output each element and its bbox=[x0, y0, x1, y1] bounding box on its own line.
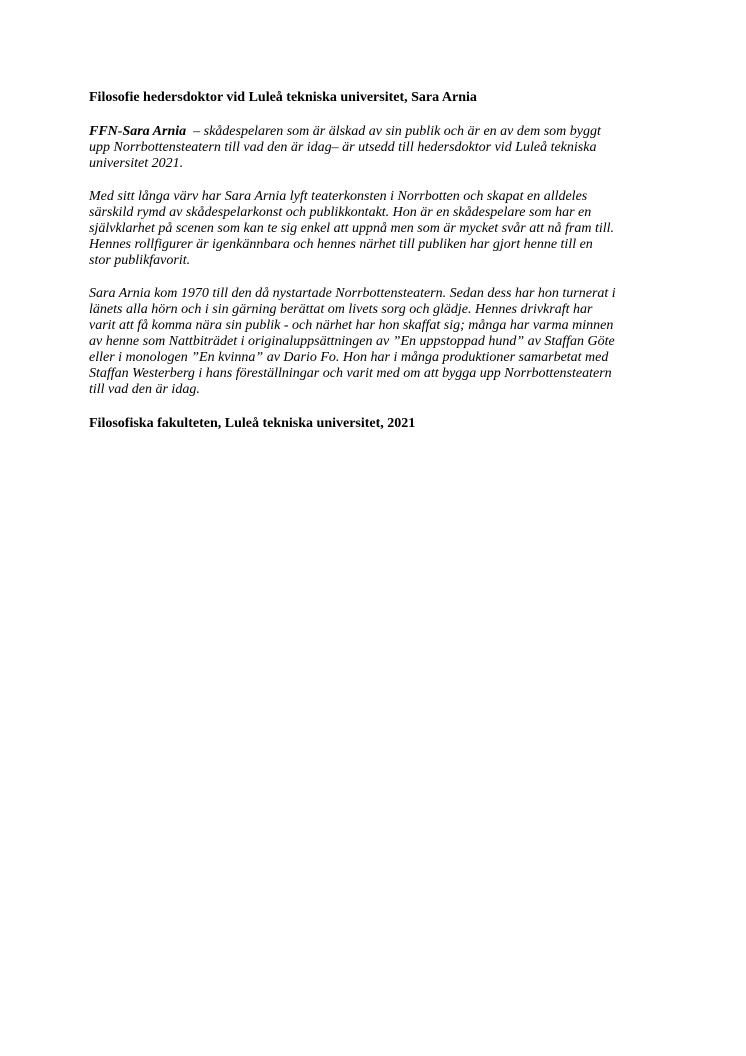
paragraph-career-line: stor publikfavorit. bbox=[89, 253, 191, 268]
paragraph-career-line: Med sitt långa värv har Sara Arnia lyft teaterkonsten i Norrbotten och skapat en alldeles bbox=[89, 189, 588, 204]
paragraph-intro-line-3: universitet 2021. bbox=[89, 156, 184, 171]
lead-name: FFN-Sara Arnia bbox=[89, 124, 187, 139]
paragraph-history-line: länets alla hörn och i sin gärning berättat om livets sorg och glädje. Hennes drivkraft har bbox=[89, 302, 593, 317]
document-title: Filosofie hedersdoktor vid Luleå tekniska universitet, Sara Arnia bbox=[89, 90, 477, 105]
paragraph-intro bbox=[89, 124, 661, 172]
paragraph-history bbox=[89, 286, 661, 398]
paragraph-career-line: självklarhet på scenen som kan te sig enkel att uppnå men som är mycket svår att nå fram till. bbox=[89, 221, 615, 236]
document-page bbox=[89, 90, 661, 432]
paragraph-intro-line-2: upp Norrbottensteatern till vad den är idag– är utsedd till hedersdoktor vid Luleå tekniska bbox=[89, 140, 597, 155]
paragraph-career bbox=[89, 189, 661, 269]
paragraph-history-line: varit att få komma nära sin publik - och närhet har hon skaffat sig; många har varma minnen bbox=[89, 318, 614, 333]
paragraph-career-line: Hennes rollfigurer är igenkännbara och hennes närhet till publiken har gjort henne till en bbox=[89, 237, 593, 252]
paragraph-history-line: av henne som Nattbiträdet i originaluppsättningen av ”En uppstoppad hund” av Staffan Göte bbox=[89, 334, 615, 349]
paragraph-history-line: till vad den är idag. bbox=[89, 382, 200, 397]
paragraph-intro-line-1-text: – skådespelaren som är älskad av sin publik och är en av dem som byggt bbox=[186, 124, 601, 139]
paragraph-history-line: Staffan Westerberg i hans föreställningar och varit med om att bygga upp Norrbottensteatern bbox=[89, 366, 612, 381]
paragraph-career-line: särskild rymd av skådespelarkonst och publikkontakt. Hon är en skådespelare som har en bbox=[89, 205, 592, 220]
document-footer: Filosofiska fakulteten, Luleå tekniska universitet, 2021 bbox=[89, 416, 416, 431]
paragraph-intro-line-1 bbox=[89, 124, 661, 140]
paragraph-history-line: Sara Arnia kom 1970 till den då nystartade Norrbottensteatern. Sedan dess har hon turnerat i bbox=[89, 286, 616, 301]
paragraph-history-line: eller i monologen ”En kvinna” av Dario Fo. Hon har i många produktioner samarbetat med bbox=[89, 350, 609, 365]
